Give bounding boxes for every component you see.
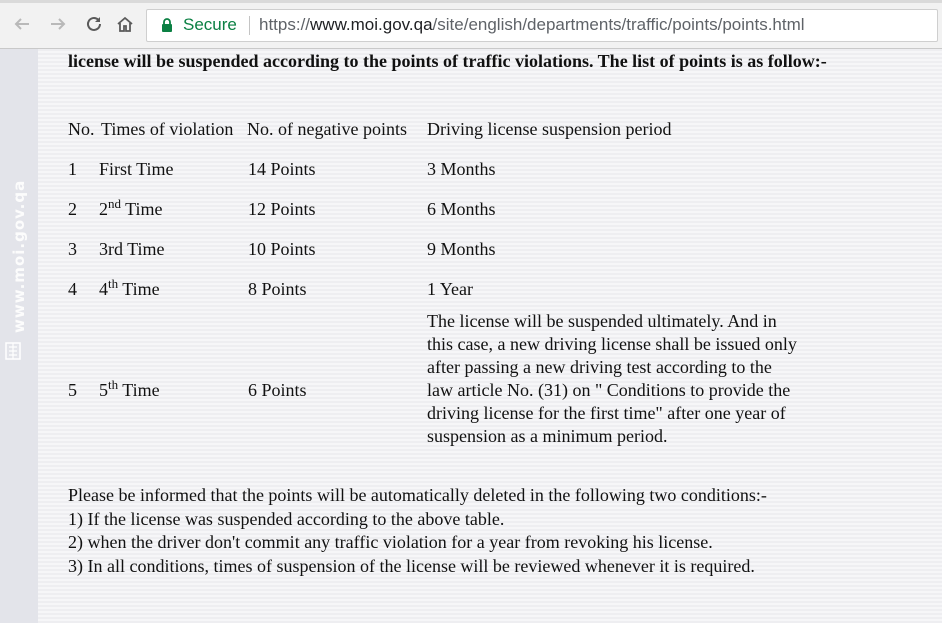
browser-toolbar	[0, 0, 942, 49]
header-period: Driving license suspension period	[427, 119, 672, 139]
row4-period: 1 Year	[427, 279, 474, 299]
row5-period: The license will be suspended ultimately. And in this case, a new driving license shall be issued only after passing a new driving test according to the law article No. (31) on " Conditions to provide the driving license for the first time" after one year of suspension as a minimum period.	[427, 311, 797, 446]
address-bar[interactable]	[146, 9, 938, 42]
home-icon	[116, 15, 134, 33]
url-text[interactable]	[259, 15, 805, 35]
header-no: No.	[68, 119, 95, 139]
row1-no: 1	[68, 159, 77, 179]
intro-text: license will be suspended according to the points of traffic violations. The list of points is as follow:-	[68, 51, 827, 71]
page-content-area	[0, 49, 942, 623]
back-arrow-icon	[13, 15, 31, 33]
row4-no: 4	[68, 279, 77, 299]
footer-line-4: 3) In all conditions, times of suspension of the license will be reviewed whenever it is required.	[68, 555, 755, 576]
url-host: www.moi.gov.qa	[310, 15, 433, 34]
row2-time: 2nd Time	[99, 196, 163, 219]
row5-time: 5th Time	[99, 377, 160, 400]
row1-time: First Time	[99, 159, 174, 179]
row4-points: 8 Points	[248, 279, 307, 299]
omnibox-separator	[249, 16, 250, 35]
row5-no: 5	[68, 380, 77, 400]
secure-label: Secure	[183, 15, 237, 34]
forward-arrow-icon	[49, 15, 67, 33]
header-points: No. of negative points	[247, 119, 407, 139]
row1-points: 14 Points	[248, 159, 316, 179]
row2-no: 2	[68, 199, 77, 219]
row2-period: 6 Months	[427, 199, 496, 219]
left-side-band	[0, 49, 38, 623]
row5-points: 6 Points	[248, 380, 307, 400]
watermark-logo-icon	[4, 341, 22, 361]
url-path: /site/english/departments/traffic/points/points.html	[432, 15, 805, 34]
tab-strip-edge	[0, 0, 942, 3]
reload-button[interactable]	[82, 12, 106, 36]
row3-no: 3	[68, 239, 77, 259]
site-watermark: www.moi.gov.qa	[10, 179, 28, 333]
lock-icon	[161, 18, 173, 32]
url-scheme: https://	[259, 15, 311, 34]
footer-line-3: 2) when the driver don't commit any traffic violation for a year from revoking his license.	[68, 532, 713, 552]
row3-period: 9 Months	[427, 239, 496, 259]
footer-line-1: Please be informed that the points will be automatically deleted in the following two conditions:-	[68, 485, 767, 505]
row4-time: 4th Time	[99, 276, 160, 299]
home-button[interactable]	[113, 12, 137, 36]
forward-button[interactable]	[46, 12, 70, 36]
footer-notes	[68, 484, 928, 578]
header-times: Times of violation	[101, 119, 234, 139]
row3-time: 3rd Time	[99, 239, 165, 259]
row2-points: 12 Points	[248, 199, 316, 219]
row3-points: 10 Points	[248, 239, 316, 259]
row1-period: 3 Months	[427, 159, 496, 179]
reload-icon	[85, 15, 103, 33]
footer-line-2: 1) If the license was suspended according to the above table.	[68, 508, 505, 529]
back-button[interactable]	[10, 12, 34, 36]
